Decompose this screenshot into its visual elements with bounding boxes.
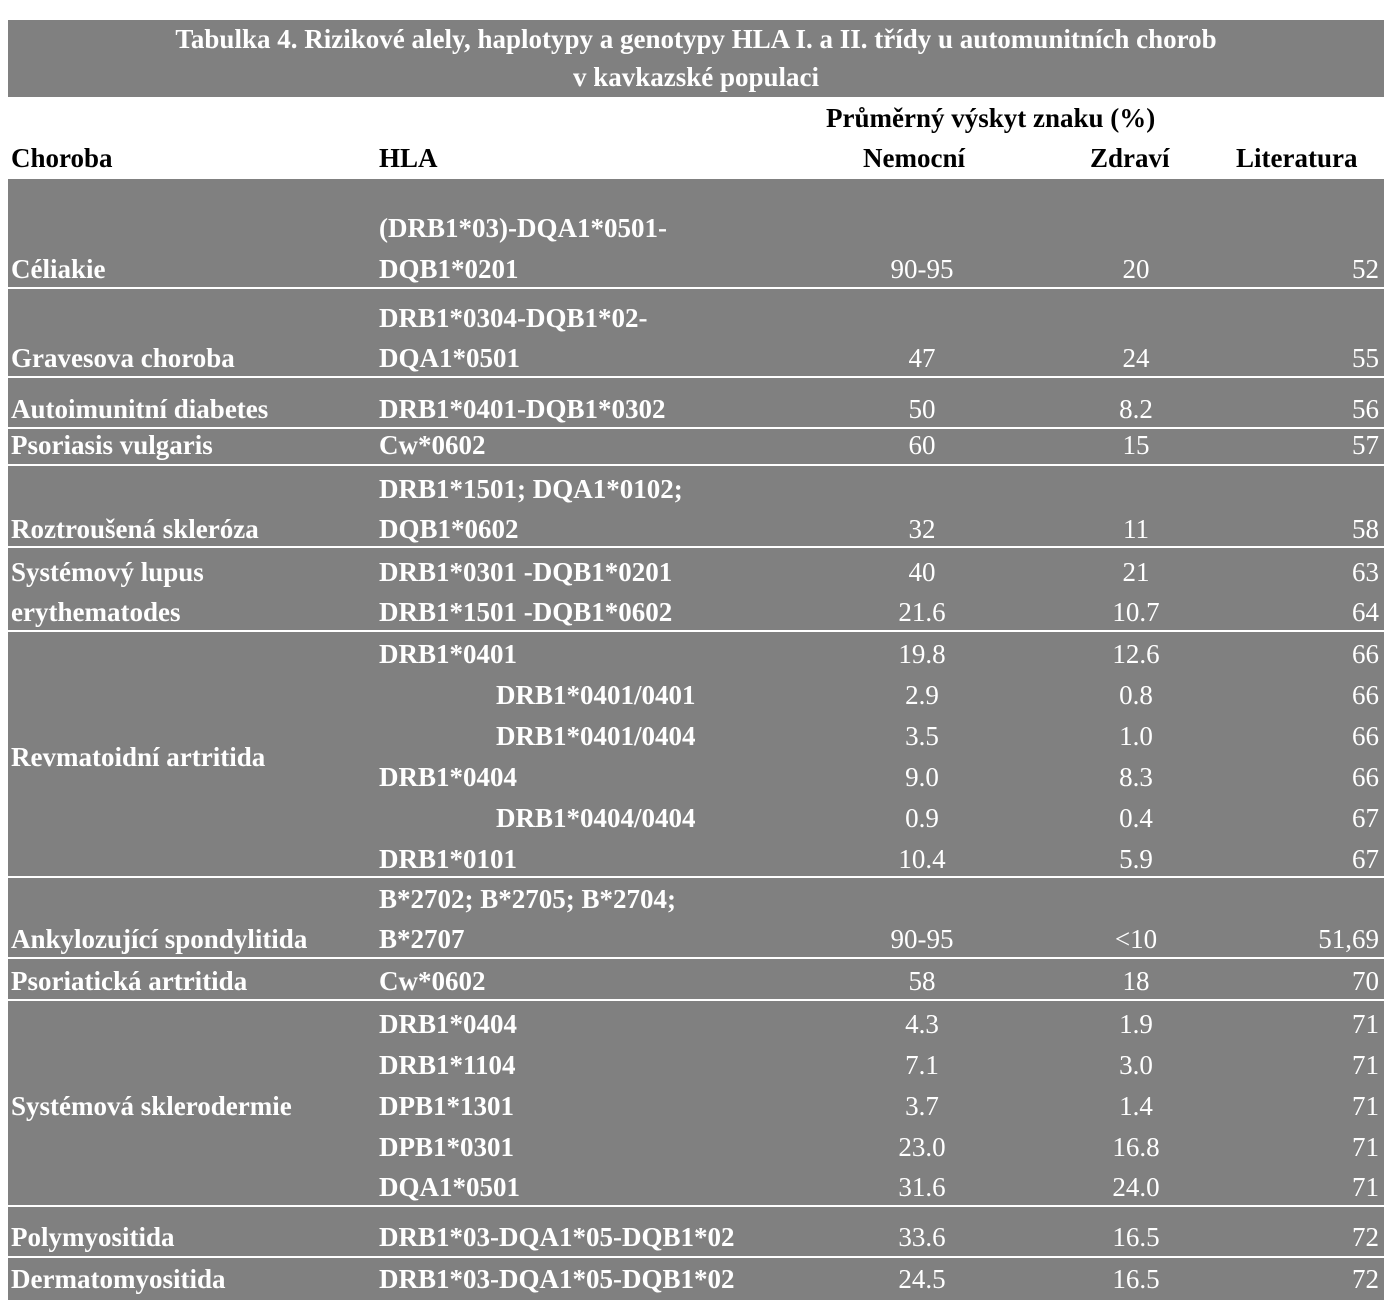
table-title-line-1: Tabulka 4. Rizikové alely, haplotypy a genotypy HLA I. a II. třídy u automunitních chorob: [175, 24, 1217, 54]
row-divider: [8, 957, 1384, 959]
hla-cell: DRB1*0404: [379, 762, 518, 792]
nemocni-cell: 19.8: [898, 639, 946, 669]
hla-cell: DQA1*0501: [379, 1172, 520, 1202]
nemocni-cell: 90-95: [890, 924, 954, 954]
row-divider: [8, 464, 1384, 466]
zdravi-cell: 0.4: [1119, 803, 1153, 833]
disease-cell: Autoimunitní diabetes: [11, 394, 269, 424]
disease-cell: Revmatoidní artritida: [11, 742, 266, 772]
nemocni-cell: 3.5: [905, 721, 939, 751]
nemocni-cell: 60: [908, 430, 936, 460]
nemocni-cell: 33.6: [898, 1222, 946, 1252]
disease-cell-line-2: erythematodes: [11, 597, 181, 627]
header-literatura: Literatura: [1236, 143, 1358, 173]
hla-cell: B*2702; B*2705; B*2704;: [379, 884, 676, 914]
hla-cell: DRB1*1104: [379, 1050, 516, 1080]
header-zdravi: Zdraví: [1090, 143, 1170, 173]
literatura-cell: 71: [1352, 1132, 1379, 1162]
zdravi-cell: 1.9: [1119, 1009, 1153, 1039]
literatura-cell: 67: [1352, 844, 1379, 874]
disease-cell: Ankylozující spondylitida: [11, 924, 308, 954]
nemocni-cell: 23.0: [898, 1132, 946, 1162]
zdravi-cell: 1.0: [1119, 721, 1153, 751]
disease-cell: Systémová sklerodermie: [11, 1091, 292, 1121]
nemocni-cell: 58: [908, 966, 936, 996]
hla-cell: DRB1*0101: [379, 844, 518, 874]
nemocni-cell: 9.0: [905, 762, 939, 792]
literatura-cell: 52: [1352, 254, 1379, 284]
hla-cell: Cw*0602: [379, 430, 486, 460]
zdravi-cell: 16.8: [1112, 1132, 1160, 1162]
literatura-cell: 71: [1352, 1050, 1379, 1080]
hla-cell: DPB1*0301: [379, 1132, 514, 1162]
zdravi-cell: 11: [1123, 514, 1149, 544]
hla-cell: DRB1*0304-DQB1*02-: [379, 303, 648, 333]
literatura-cell: 51,69: [1318, 924, 1379, 954]
row-divider: [8, 999, 1384, 1001]
hla-cell: DRB1*0401-DQB1*0302: [379, 394, 666, 424]
literatura-cell: 57: [1352, 430, 1379, 460]
row-divider: [8, 287, 1384, 289]
zdravi-cell: 21: [1122, 557, 1150, 587]
row-divider: [8, 876, 1384, 878]
literatura-cell: 71: [1352, 1172, 1379, 1202]
disease-cell: Dermatomyositida: [11, 1264, 226, 1294]
disease-cell-line-1: Systémový lupus: [11, 557, 204, 587]
literatura-cell: 66: [1352, 762, 1379, 792]
table-header: [8, 97, 1384, 179]
hla-cell: DRB1*0401/0401: [496, 680, 696, 710]
hla-cell: (DRB1*03)-DQA1*0501-: [379, 213, 667, 243]
disease-cell: Céliakie: [11, 254, 106, 284]
nemocni-cell: 21.6: [898, 597, 946, 627]
zdravi-cell: 5.9: [1119, 844, 1153, 874]
hla-cell: DQB1*0602: [379, 514, 519, 544]
literatura-cell: 72: [1352, 1222, 1379, 1252]
hla-cell: DQA1*0501: [379, 343, 520, 373]
hla-cell: DQB1*0201: [379, 254, 519, 284]
row-divider: [8, 376, 1384, 378]
zdravi-cell: 16.5: [1112, 1264, 1160, 1294]
disease-cell: Psoriasis vulgaris: [11, 430, 213, 460]
literatura-cell: 64: [1352, 597, 1379, 627]
zdravi-cell: 8.3: [1119, 762, 1153, 792]
zdravi-cell: 24: [1122, 343, 1150, 373]
hla-cell: DRB1*1501; DQA1*0102;: [379, 474, 683, 504]
disease-cell: Polymyositida: [11, 1222, 175, 1252]
literatura-cell: 72: [1352, 1264, 1379, 1294]
hla-cell: DRB1*0301 -DQB1*0201: [379, 557, 673, 587]
hla-cell: DRB1*1501 -DQB1*0602: [379, 597, 673, 627]
literatura-cell: 66: [1352, 680, 1379, 710]
disease-cell: Gravesova choroba: [11, 343, 235, 373]
hla-cell: DRB1*0401/0404: [496, 721, 696, 751]
table-body: [8, 179, 1384, 1300]
zdravi-cell: <10: [1114, 924, 1158, 954]
hla-cell: DRB1*0404: [379, 1009, 518, 1039]
hla-cell: DPB1*1301: [379, 1091, 514, 1121]
hla-cell: Cw*0602: [379, 966, 486, 996]
hla-cell: DRB1*0401: [379, 639, 518, 669]
literatura-cell: 55: [1352, 343, 1379, 373]
nemocni-cell: 40: [908, 557, 936, 587]
hla-cell: DRB1*03-DQA1*05-DQB1*02: [379, 1264, 735, 1294]
literatura-cell: 63: [1352, 557, 1379, 587]
hla-cell: DRB1*03-DQA1*05-DQB1*02: [379, 1222, 735, 1252]
disease-cell: Psoriatická artritida: [11, 966, 248, 996]
row-divider: [8, 1205, 1384, 1207]
literatura-cell: 71: [1352, 1009, 1379, 1039]
header-hla: HLA: [379, 143, 438, 173]
nemocni-cell: 3.7: [905, 1091, 939, 1121]
nemocni-cell: 7.1: [905, 1050, 939, 1080]
header-nemocni: Nemocní: [863, 143, 965, 173]
header-group-label: Průměrný výskyt znaku (%): [826, 103, 1156, 133]
disease-cell: Roztroušená skleróza: [11, 514, 259, 544]
zdravi-cell: 3.0: [1119, 1050, 1153, 1080]
zdravi-cell: 24.0: [1112, 1172, 1160, 1202]
zdravi-cell: 20: [1122, 254, 1150, 284]
row-divider: [8, 546, 1384, 548]
nemocni-cell: 4.3: [905, 1009, 939, 1039]
hla-cell: B*2707: [379, 924, 465, 954]
row-divider: [8, 630, 1384, 632]
nemocni-cell: 2.9: [905, 680, 939, 710]
zdravi-cell: 0.8: [1119, 680, 1153, 710]
zdravi-cell: 1.4: [1119, 1091, 1153, 1121]
zdravi-cell: 8.2: [1119, 394, 1153, 424]
nemocni-cell: 10.4: [898, 844, 946, 874]
literatura-cell: 66: [1352, 639, 1379, 669]
literatura-cell: 58: [1352, 514, 1379, 544]
literatura-cell: 56: [1352, 394, 1379, 424]
nemocni-cell: 47: [908, 343, 936, 373]
literatura-cell: 66: [1352, 721, 1379, 751]
zdravi-cell: 16.5: [1112, 1222, 1160, 1252]
literatura-cell: 71: [1352, 1091, 1379, 1121]
zdravi-cell: 12.6: [1112, 639, 1160, 669]
nemocni-cell: 0.9: [905, 803, 939, 833]
table-title-line-2: v kavkazské populaci: [572, 62, 820, 92]
row-divider: [8, 1256, 1384, 1258]
header-choroba: Choroba: [11, 143, 113, 173]
nemocni-cell: 32: [908, 514, 936, 544]
nemocni-cell: 24.5: [898, 1264, 946, 1294]
zdravi-cell: 15: [1122, 430, 1150, 460]
literatura-cell: 70: [1352, 966, 1379, 996]
table-title: [8, 20, 1384, 97]
zdravi-cell: 18: [1122, 966, 1150, 996]
nemocni-cell: 90-95: [890, 254, 954, 284]
nemocni-cell: 50: [908, 394, 936, 424]
nemocni-cell: 31.6: [898, 1172, 946, 1202]
literatura-cell: 67: [1352, 803, 1379, 833]
hla-cell: DRB1*0404/0404: [496, 803, 696, 833]
zdravi-cell: 10.7: [1112, 597, 1160, 627]
